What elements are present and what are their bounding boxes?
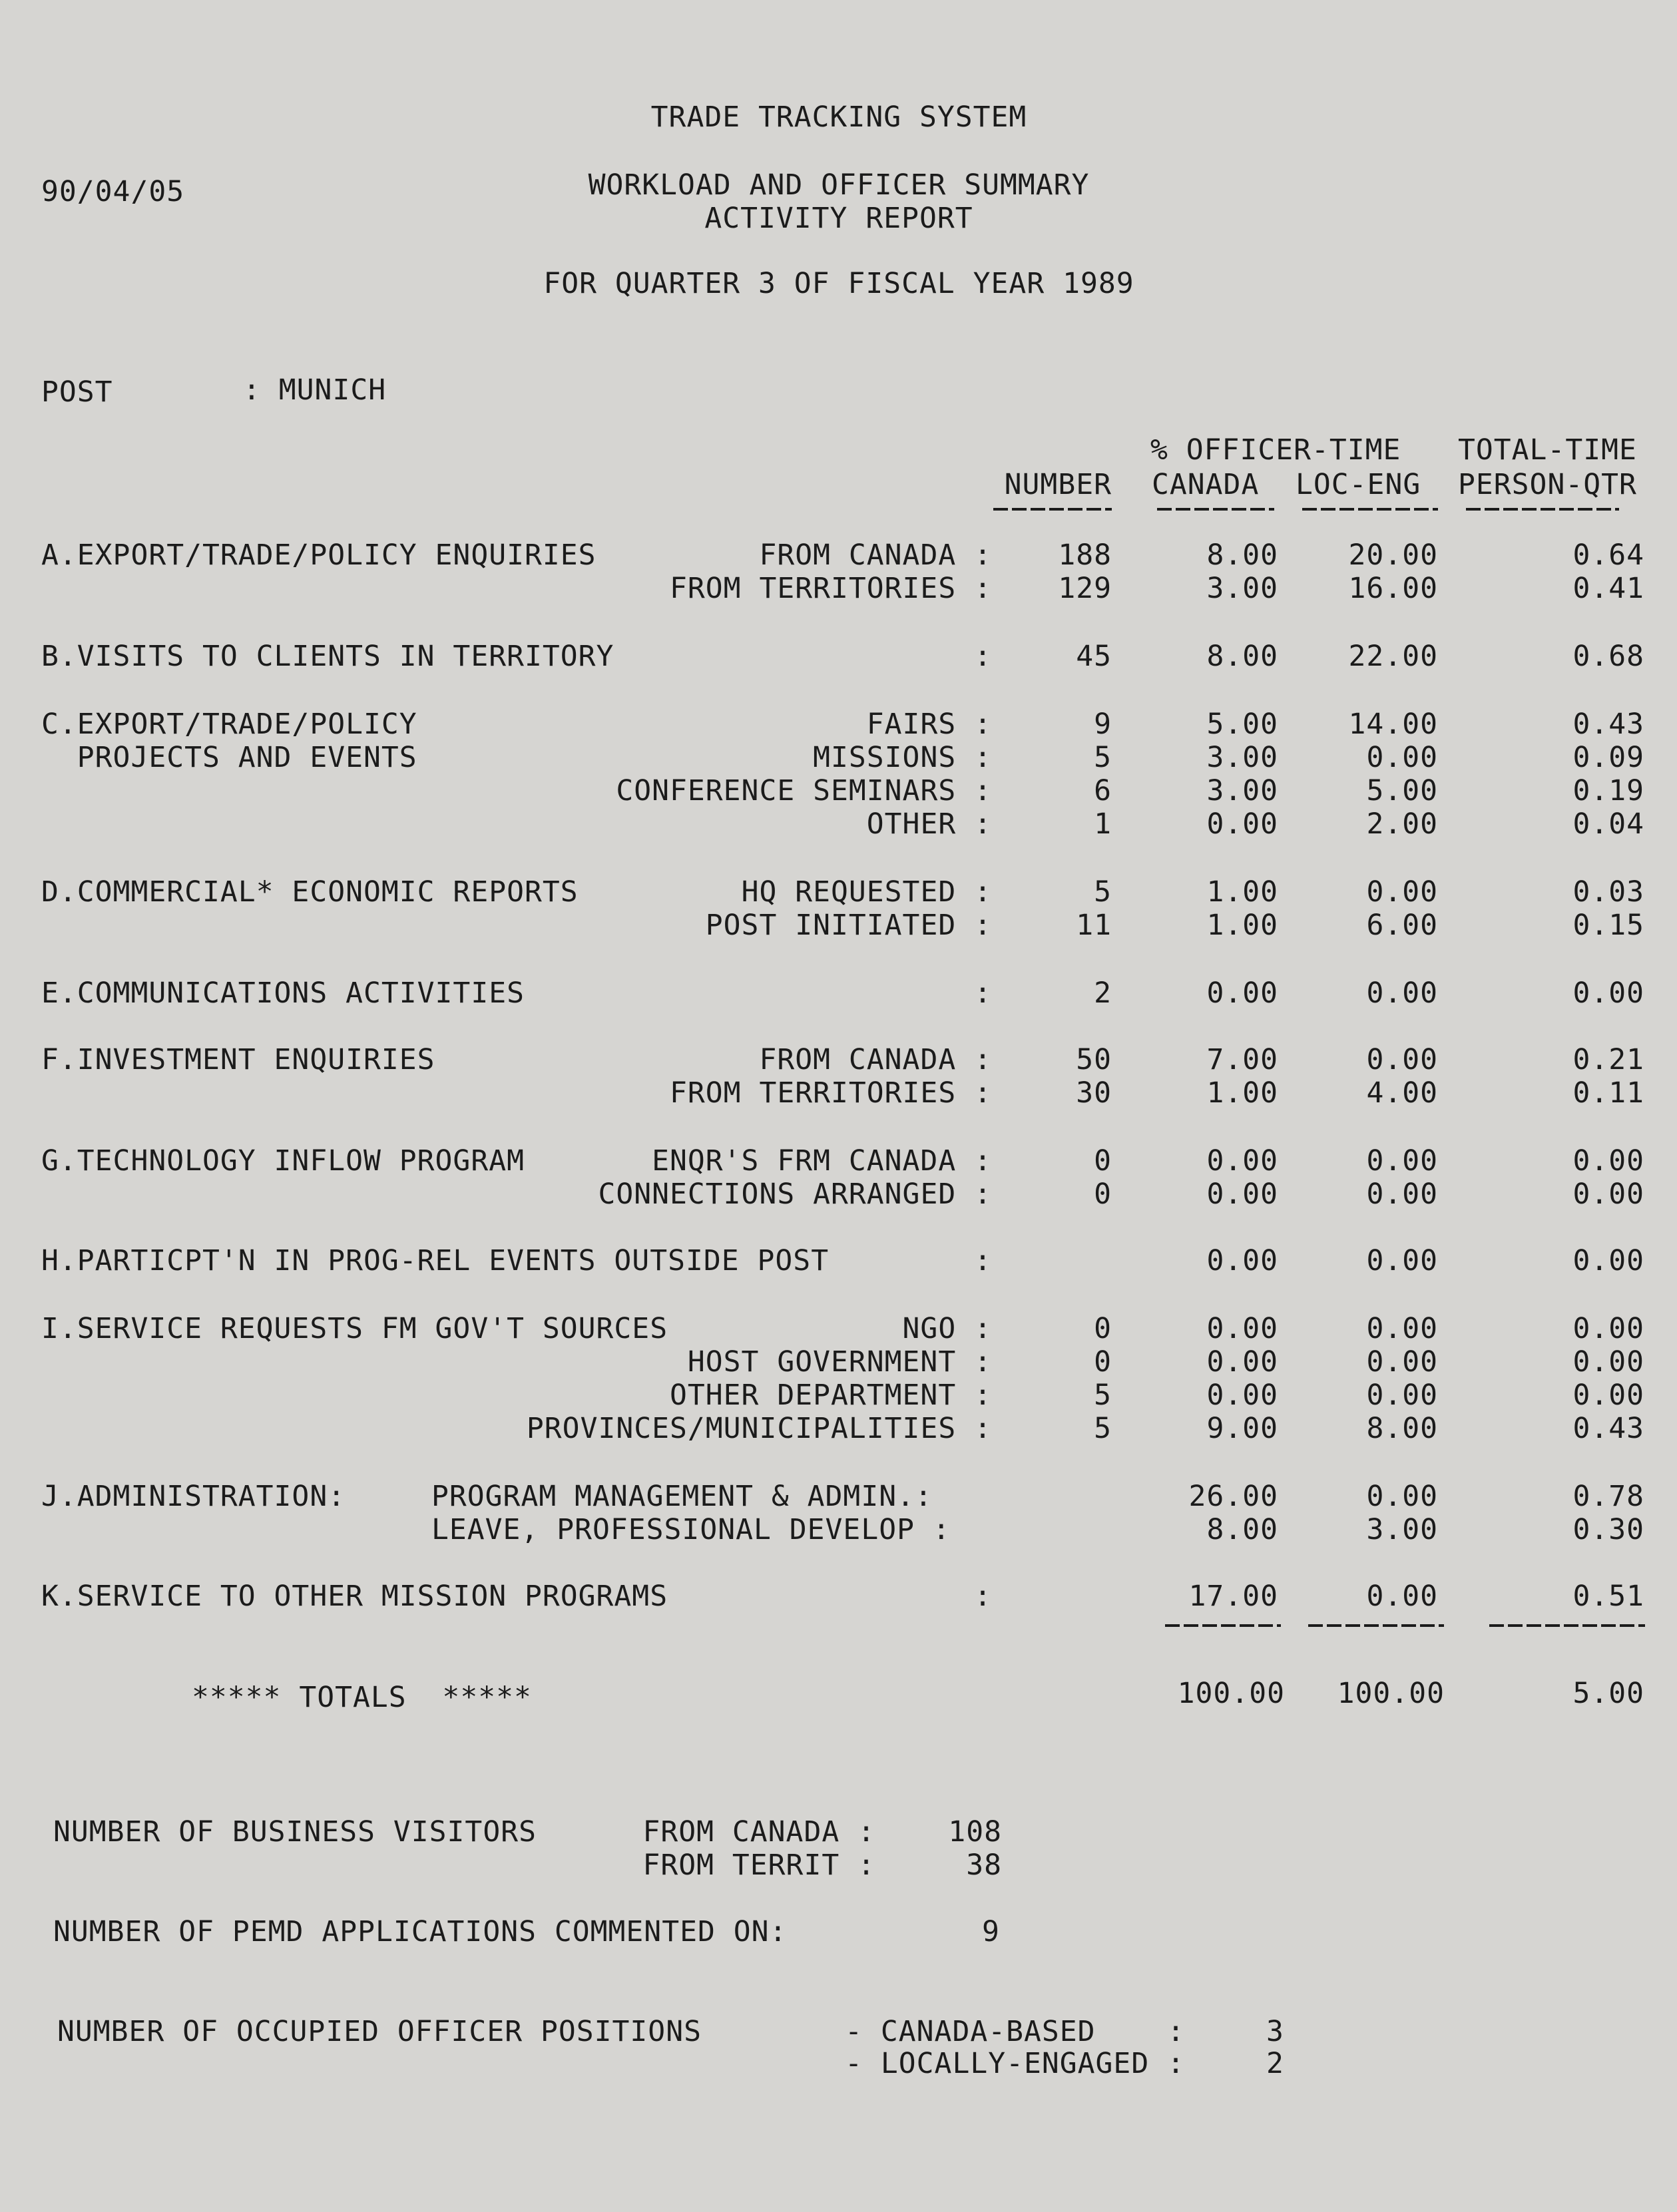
row-canada: 7.00 bbox=[1206, 1043, 1278, 1076]
officer-positions-row-label: - LOCALLY-ENGAGED : bbox=[845, 2047, 1185, 2080]
row-person-qtr: 0.64 bbox=[1572, 539, 1644, 572]
row-loc-eng: 0.00 bbox=[1366, 1480, 1438, 1513]
row-person-qtr: 0.00 bbox=[1572, 1244, 1644, 1277]
row-canada: 1.00 bbox=[1206, 909, 1278, 942]
row-loc-eng: 0.00 bbox=[1366, 1043, 1438, 1076]
col-underline bbox=[1157, 508, 1274, 511]
totals-loc-eng: 100.00 bbox=[1337, 1677, 1445, 1710]
row-canada: 0.00 bbox=[1206, 1178, 1278, 1211]
row-person-qtr: 0.15 bbox=[1572, 909, 1644, 942]
system-title: TRADE TRACKING SYSTEM bbox=[650, 101, 1027, 134]
row-number: 1 bbox=[1094, 807, 1112, 841]
row-person-qtr: 0.00 bbox=[1572, 1379, 1644, 1412]
row-loc-eng: 6.00 bbox=[1366, 909, 1438, 942]
row-person-qtr: 0.21 bbox=[1572, 1043, 1644, 1076]
pemd-label: NUMBER OF PEMD APPLICATIONS COMMENTED ON: bbox=[53, 1915, 788, 1948]
business-visitors-row-value: 38 bbox=[966, 1849, 1002, 1882]
row-loc-eng: 0.00 bbox=[1366, 1345, 1438, 1379]
total-underline bbox=[1165, 1624, 1281, 1627]
business-visitors-row-value: 108 bbox=[948, 1815, 1002, 1849]
row-label: POST INITIATED : bbox=[705, 909, 992, 942]
row-number: 0 bbox=[1094, 1312, 1112, 1345]
row-label: CONFERENCE SEMINARS : bbox=[616, 774, 992, 807]
totals-canada: 100.00 bbox=[1177, 1677, 1285, 1710]
row-person-qtr: 0.11 bbox=[1572, 1076, 1644, 1110]
row-number: 30 bbox=[1076, 1076, 1112, 1110]
section-title: D.COMMERCIAL* ECONOMIC REPORTS bbox=[41, 875, 579, 909]
row-person-qtr: 0.00 bbox=[1572, 1178, 1644, 1211]
col-header-total-time: TOTAL-TIME bbox=[1458, 433, 1637, 467]
row-label: FROM CANADA : bbox=[759, 1043, 992, 1076]
row-number: 5 bbox=[1094, 1379, 1112, 1412]
row-loc-eng: 2.00 bbox=[1366, 807, 1438, 841]
row-person-qtr: 0.51 bbox=[1572, 1580, 1644, 1613]
post-label: POST bbox=[41, 375, 113, 409]
row-label: NGO : bbox=[902, 1312, 992, 1345]
section-title: G.TECHNOLOGY INFLOW PROGRAM bbox=[41, 1144, 525, 1178]
section-title: H.PARTICPT'N IN PROG-REL EVENTS OUTSIDE POST bbox=[41, 1244, 830, 1277]
section-title: J.ADMINISTRATION: bbox=[41, 1480, 346, 1513]
section-title-line2: PROJECTS AND EVENTS bbox=[41, 741, 417, 774]
col-header-canada: CANADA bbox=[1152, 468, 1260, 501]
report-date: 90/04/05 bbox=[41, 175, 185, 208]
row-canada: 0.00 bbox=[1206, 1244, 1278, 1277]
business-visitors-label: NUMBER OF BUSINESS VISITORS bbox=[53, 1815, 537, 1849]
row-canada: 8.00 bbox=[1206, 539, 1278, 572]
row-loc-eng: 0.00 bbox=[1366, 1580, 1438, 1613]
row-number: 0 bbox=[1094, 1345, 1112, 1379]
row-label: ENQR'S FRM CANADA : bbox=[652, 1144, 992, 1178]
row-loc-eng: 0.00 bbox=[1366, 977, 1438, 1010]
row-loc-eng: 0.00 bbox=[1366, 1379, 1438, 1412]
row-label: : bbox=[974, 640, 992, 673]
row-canada: 0.00 bbox=[1206, 977, 1278, 1010]
row-number: 45 bbox=[1076, 640, 1112, 673]
totals-label: ***** TOTALS ***** bbox=[192, 1681, 532, 1714]
report-subtitle: ACTIVITY REPORT bbox=[704, 202, 973, 235]
post-value: : MUNICH bbox=[243, 373, 387, 407]
row-canada: 8.00 bbox=[1206, 640, 1278, 673]
pemd-value: 9 bbox=[982, 1915, 1000, 1948]
row-person-qtr: 0.09 bbox=[1572, 741, 1644, 774]
row-person-qtr: 0.00 bbox=[1572, 977, 1644, 1010]
row-canada: 1.00 bbox=[1206, 1076, 1278, 1110]
row-number: 5 bbox=[1094, 1412, 1112, 1445]
col-header-number: NUMBER bbox=[1004, 468, 1112, 501]
report-period: FOR QUARTER 3 OF FISCAL YEAR 1989 bbox=[543, 267, 1134, 300]
row-label: FROM TERRITORIES : bbox=[670, 1076, 992, 1110]
row-loc-eng: 0.00 bbox=[1366, 741, 1438, 774]
row-loc-eng: 0.00 bbox=[1366, 1312, 1438, 1345]
row-label: HOST GOVERNMENT : bbox=[687, 1345, 992, 1379]
row-loc-eng: 5.00 bbox=[1366, 774, 1438, 807]
officer-positions-row-value: 2 bbox=[1266, 2047, 1284, 2080]
row-loc-eng: 0.00 bbox=[1366, 1144, 1438, 1178]
row-label: : bbox=[974, 977, 992, 1010]
section-title: A.EXPORT/TRADE/POLICY ENQUIRIES bbox=[41, 539, 597, 572]
col-header-person-qtr: PERSON-QTR bbox=[1458, 468, 1637, 501]
col-underline bbox=[993, 508, 1112, 511]
section-title: E.COMMUNICATIONS ACTIVITIES bbox=[41, 977, 525, 1010]
col-header-officer-time: % OFFICER-TIME bbox=[1150, 433, 1401, 467]
row-label: FROM CANADA : bbox=[759, 539, 992, 572]
row-loc-eng: 22.00 bbox=[1348, 640, 1438, 673]
row-number: 9 bbox=[1094, 708, 1112, 741]
officer-positions-row-label: - CANADA-BASED : bbox=[845, 2015, 1185, 2048]
officer-positions-row-value: 3 bbox=[1266, 2015, 1284, 2048]
row-person-qtr: 0.04 bbox=[1572, 807, 1644, 841]
row-canada: 0.00 bbox=[1206, 1379, 1278, 1412]
row-canada: 0.00 bbox=[1206, 807, 1278, 841]
row-person-qtr: 0.30 bbox=[1572, 1513, 1644, 1546]
row-number: 0 bbox=[1094, 1144, 1112, 1178]
row-person-qtr: 0.00 bbox=[1572, 1345, 1644, 1379]
row-loc-eng: 4.00 bbox=[1366, 1076, 1438, 1110]
col-underline bbox=[1466, 508, 1619, 511]
row-person-qtr: 0.19 bbox=[1572, 774, 1644, 807]
row-canada: 9.00 bbox=[1206, 1412, 1278, 1445]
row-canada: 5.00 bbox=[1206, 708, 1278, 741]
row-label: PROGRAM MANAGEMENT & ADMIN.: bbox=[431, 1480, 933, 1513]
row-number: 50 bbox=[1076, 1043, 1112, 1076]
row-label: MISSIONS : bbox=[813, 741, 992, 774]
row-number: 6 bbox=[1094, 774, 1112, 807]
row-person-qtr: 0.41 bbox=[1572, 572, 1644, 605]
row-person-qtr: 0.00 bbox=[1572, 1144, 1644, 1178]
row-canada: 17.00 bbox=[1188, 1580, 1278, 1613]
row-label: HQ REQUESTED : bbox=[741, 875, 992, 909]
row-person-qtr: 0.78 bbox=[1572, 1480, 1644, 1513]
row-loc-eng: 16.00 bbox=[1348, 572, 1438, 605]
totals-person-qtr: 5.00 bbox=[1572, 1677, 1644, 1710]
row-loc-eng: 8.00 bbox=[1366, 1412, 1438, 1445]
row-person-qtr: 0.00 bbox=[1572, 1312, 1644, 1345]
row-loc-eng: 3.00 bbox=[1366, 1513, 1438, 1546]
row-label: LEAVE, PROFESSIONAL DEVELOP : bbox=[431, 1513, 951, 1546]
row-person-qtr: 0.03 bbox=[1572, 875, 1644, 909]
business-visitors-row-label: FROM CANADA : bbox=[642, 1815, 875, 1849]
row-canada: 0.00 bbox=[1206, 1312, 1278, 1345]
row-loc-eng: 0.00 bbox=[1366, 1244, 1438, 1277]
row-canada: 1.00 bbox=[1206, 875, 1278, 909]
row-loc-eng: 0.00 bbox=[1366, 875, 1438, 909]
row-label: FAIRS : bbox=[866, 708, 992, 741]
officer-positions-label: NUMBER OF OCCUPIED OFFICER POSITIONS bbox=[57, 2015, 702, 2048]
row-number: 0 bbox=[1094, 1178, 1112, 1211]
row-label: PROVINCES/MUNICIPALITIES : bbox=[526, 1412, 992, 1445]
row-loc-eng: 14.00 bbox=[1348, 708, 1438, 741]
section-title: F.INVESTMENT ENQUIRIES bbox=[41, 1043, 435, 1076]
total-underline bbox=[1489, 1624, 1645, 1627]
row-label: OTHER : bbox=[866, 807, 992, 841]
row-canada: 8.00 bbox=[1206, 1513, 1278, 1546]
row-person-qtr: 0.68 bbox=[1572, 640, 1644, 673]
section-title: C.EXPORT/TRADE/POLICY bbox=[41, 708, 417, 741]
row-canada: 3.00 bbox=[1206, 741, 1278, 774]
row-label: OTHER DEPARTMENT : bbox=[670, 1379, 992, 1412]
row-loc-eng: 20.00 bbox=[1348, 539, 1438, 572]
row-label: : bbox=[974, 1244, 992, 1277]
report-title: WORKLOAD AND OFFICER SUMMARY bbox=[588, 168, 1090, 202]
row-number: 5 bbox=[1094, 741, 1112, 774]
row-canada: 0.00 bbox=[1206, 1144, 1278, 1178]
row-label: : bbox=[974, 1580, 992, 1613]
row-number: 5 bbox=[1094, 875, 1112, 909]
row-canada: 26.00 bbox=[1188, 1480, 1278, 1513]
row-label: FROM TERRITORIES : bbox=[670, 572, 992, 605]
row-number: 2 bbox=[1094, 977, 1112, 1010]
section-title: I.SERVICE REQUESTS FM GOV'T SOURCES bbox=[41, 1312, 668, 1345]
row-number: 11 bbox=[1076, 909, 1112, 942]
col-underline bbox=[1302, 508, 1438, 511]
section-title: B.VISITS TO CLIENTS IN TERRITORY bbox=[41, 640, 614, 673]
row-canada: 0.00 bbox=[1206, 1345, 1278, 1379]
row-loc-eng: 0.00 bbox=[1366, 1178, 1438, 1211]
section-title: K.SERVICE TO OTHER MISSION PROGRAMS bbox=[41, 1580, 668, 1613]
row-number: 188 bbox=[1058, 539, 1112, 572]
row-canada: 3.00 bbox=[1206, 774, 1278, 807]
row-person-qtr: 0.43 bbox=[1572, 1412, 1644, 1445]
business-visitors-row-label: FROM TERRIT : bbox=[642, 1849, 875, 1882]
row-person-qtr: 0.43 bbox=[1572, 708, 1644, 741]
row-label: CONNECTIONS ARRANGED : bbox=[598, 1178, 992, 1211]
total-underline bbox=[1308, 1624, 1444, 1627]
col-header-loc-eng: LOC-ENG bbox=[1296, 468, 1421, 501]
row-canada: 3.00 bbox=[1206, 572, 1278, 605]
row-number: 129 bbox=[1058, 572, 1112, 605]
